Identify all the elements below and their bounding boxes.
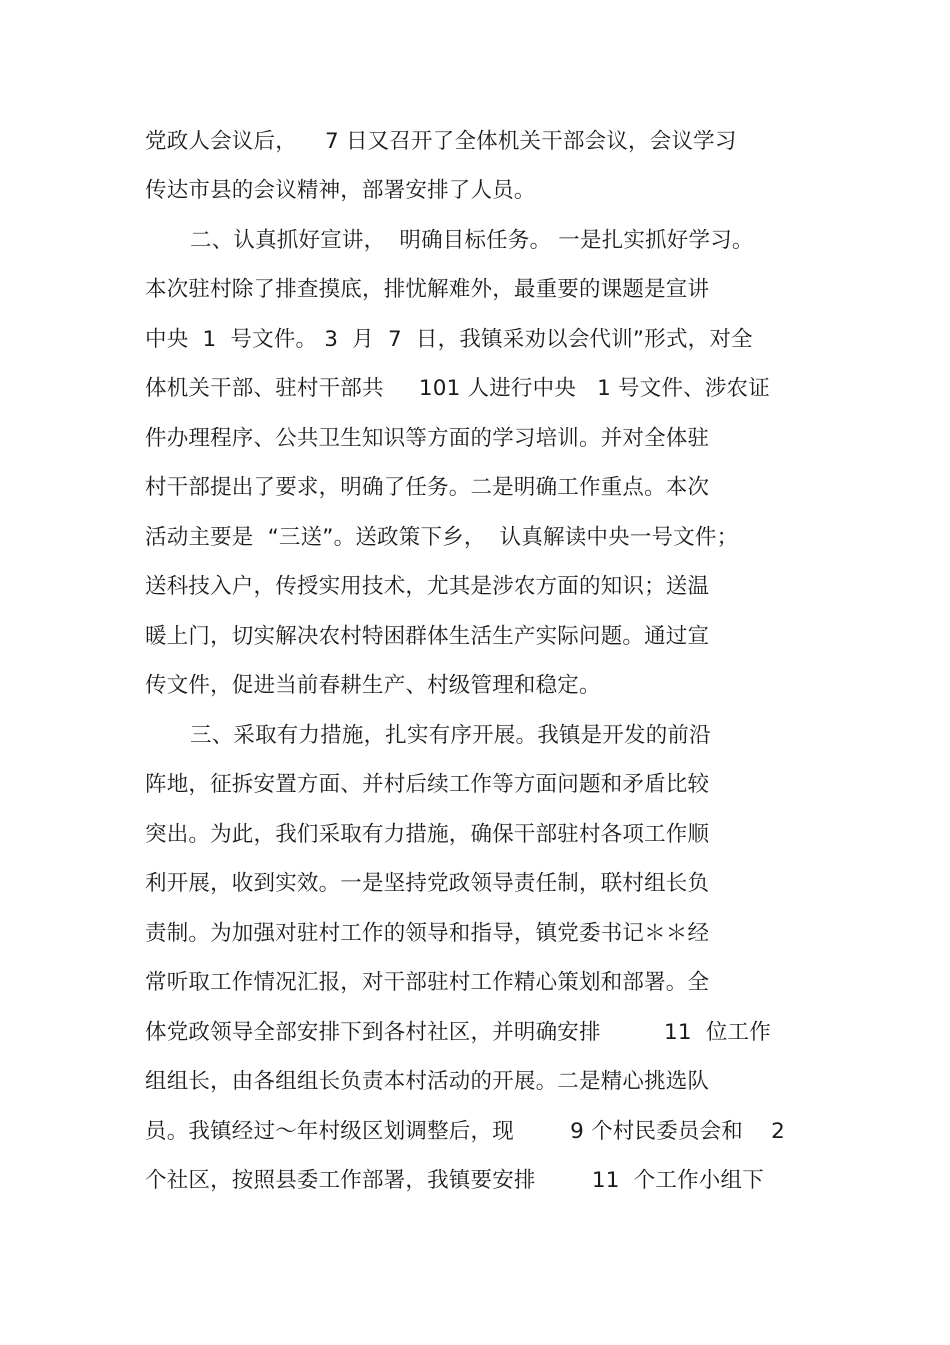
text-line: 体机关干部、驻村干部共 101 人进行中央 1 号文件、涉农证 <box>145 376 770 401</box>
text-line: 阵地，征拆安置方面、并村后续工作等方面问题和矛盾比较 <box>145 772 710 797</box>
text-line: 体党政领导全部安排下到各村社区，并明确安排 11 位工作 <box>145 1020 771 1045</box>
text-line: 组组长，由各组组长负责本村活动的开展。二是精心挑选队 <box>145 1069 710 1094</box>
paragraph-heading-line: 二、认真抓好宣讲， 明确目标任务。 一是扎实抓好学习。 <box>190 228 754 253</box>
text-line: 村干部提出了要求，明确了任务。二是明确工作重点。本次 <box>145 475 710 500</box>
text-line: 员。我镇经过～年村级区划调整后，现 9 个村民委员会和 2 <box>145 1119 786 1144</box>
text-line: 送科技入户，传授实用技术，尤其是涉农方面的知识；送温 <box>145 574 710 599</box>
text-line: 暖上门，切实解决农村特困群体生活生产实际问题。通过宣 <box>145 624 710 649</box>
text-line: 突出。为此，我们采取有力措施，确保干部驻村各项工作顺 <box>145 822 710 847</box>
text-line: 党政人会议后， 7 日又召开了全体机关干部会议，会议学习 <box>145 129 737 154</box>
paragraph-heading-line: 三、采取有力措施，扎实有序开展。我镇是开发的前沿 <box>190 723 711 748</box>
text-line: 传达市县的会议精神，部署安排了人员。 <box>145 178 536 203</box>
text-line: 中央 1 号文件。 3 月 7 日，我镇采劝以会代训”形式，对全 <box>145 327 753 352</box>
text-line: 传文件，促进当前春耕生产、村级管理和稳定。 <box>145 673 601 698</box>
text-line: 件办理程序、公共卫生知识等方面的学习培训。并对全体驻 <box>145 426 710 451</box>
text-line: 常听取工作情况汇报，对干部驻村工作精心策划和部署。全 <box>145 970 710 995</box>
text-line: 活动主要是 “三送”。送政策下乡， 认真解读中央一号文件； <box>145 525 739 550</box>
text-line: 利开展，收到实效。一是坚持党政领导责任制，联村组长负 <box>145 871 710 896</box>
text-line: 责制。为加强对驻村工作的领导和指导，镇党委书记＊＊经 <box>145 921 710 946</box>
text-line: 本次驻村除了排查摸底，排忧解难外，最重要的课题是宣讲 <box>145 277 710 302</box>
text-line: 个社区，按照县委工作部署，我镇要安排 11 个工作小组下 <box>145 1168 764 1193</box>
